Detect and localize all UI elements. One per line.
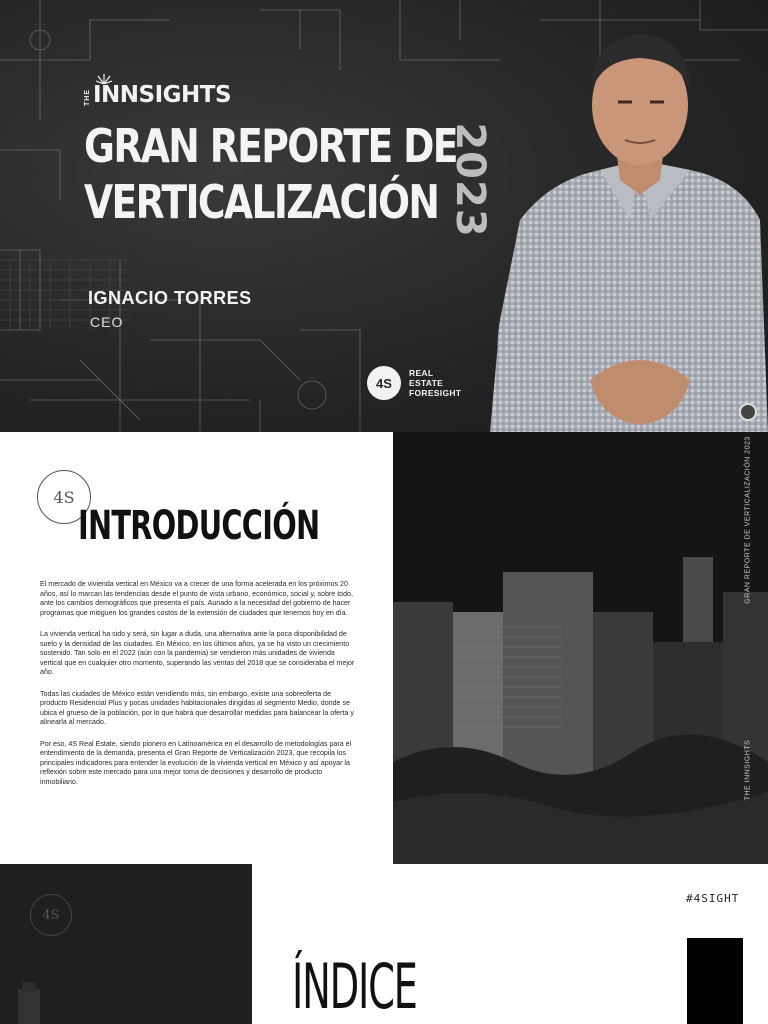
intro-title: INTRODUCCIÓN bbox=[78, 503, 320, 549]
ref-logo-mark: 4S bbox=[367, 366, 401, 400]
intro-paragraph: Todas las ciudades de México están vendiendo más, sin embargo, existe una sobreoferta de producto Residencial Plus y pocas unidades habitacionales dirigidas al segmento Medio, donde se ubica el grueso de la población, por lo que habrá que desarrollar medidas para balancear la oferta y alinearla al mercado. bbox=[40, 689, 354, 726]
intro-paragraph: La vivienda vertical ha sido y será, sin lugar a duda, una alternativa ante la poca disponibilidad de suelo y la densidad de las ciudades. En México, en los últimos años, ya se ha visto un crecimiento sostenido. Tan solo en el 2022 (aún con la pandemia) se vendieron más unidades de vivienda vertical que en cualquier otro momento, superando las ventas del 2018 que se consideraba el mejor año. bbox=[40, 630, 355, 676]
index-4s-logo bbox=[30, 894, 72, 936]
cover-hero bbox=[0, 0, 768, 432]
index-black-block bbox=[687, 938, 743, 1024]
title-line-1: GRAN REPORTE DE bbox=[84, 119, 457, 173]
report-year: 2023 bbox=[447, 122, 493, 238]
intro-paragraph: El mercado de vivienda vertical en México va a crecer de una forma acelerada en los próximos 20 años, así lo marcan las tendencias desde el punto de vista urbano, económico, social y, sobre todo, ante los cambios demográficos que presenta el país. Aunado a la necesidad del gobierno de hacer programas que mitiguen los grandes costos de la extensión de ciudades que tenemos hoy en día. bbox=[40, 580, 353, 617]
index-photo-illustration bbox=[0, 864, 252, 1024]
ref-logo-text bbox=[409, 368, 461, 398]
side-credit-brand: THE INNSIGHTS bbox=[744, 739, 752, 801]
ref-logo-line-3: FORESIGHT bbox=[409, 388, 462, 398]
intro-logo-mark: 4S bbox=[53, 487, 75, 507]
city-skyline-photo bbox=[393, 432, 768, 864]
side-credit-title: GRAN REPORTE DE VERTICALIZACIÓN 2023 bbox=[744, 436, 752, 604]
brand-logo bbox=[84, 82, 231, 108]
ref-logo-line-2: ESTATE bbox=[409, 378, 444, 388]
index-title: ÍNDICE bbox=[292, 950, 417, 1023]
index-photo bbox=[0, 864, 252, 1024]
real-estate-foresight-logo bbox=[367, 366, 461, 400]
report-title bbox=[84, 118, 457, 230]
intro-body bbox=[40, 580, 358, 799]
brand-prefix: THE bbox=[84, 89, 91, 106]
brand-name: INNSIGHTS bbox=[93, 82, 232, 108]
skyline-illustration bbox=[393, 432, 768, 864]
index-logo-mark: 4S bbox=[42, 907, 60, 923]
ref-logo-line-1: REAL bbox=[409, 368, 434, 378]
ceo-portrait bbox=[490, 20, 768, 432]
person-name: IGNACIO TORRES bbox=[88, 288, 252, 308]
hashtag: #4SIGHT bbox=[686, 892, 740, 905]
person-role: CEO bbox=[90, 314, 124, 330]
title-line-2: VERTICALIZACIÓN bbox=[84, 175, 439, 229]
intro-paragraph: Por eso, 4S Real Estate, siendo pionero en Latinoamérica en el desarrollo de metodologías para el entendimiento de la demanda, presenta el Gran Reporte de Verticalización 2023, que recopila los principales indicadores para entender la evolución de la vivienda vertical en México y así apoyar la reflexión sobre este mercado para una mejor toma de decisiones y desarrollo de producto inmobiliario. bbox=[40, 739, 352, 786]
